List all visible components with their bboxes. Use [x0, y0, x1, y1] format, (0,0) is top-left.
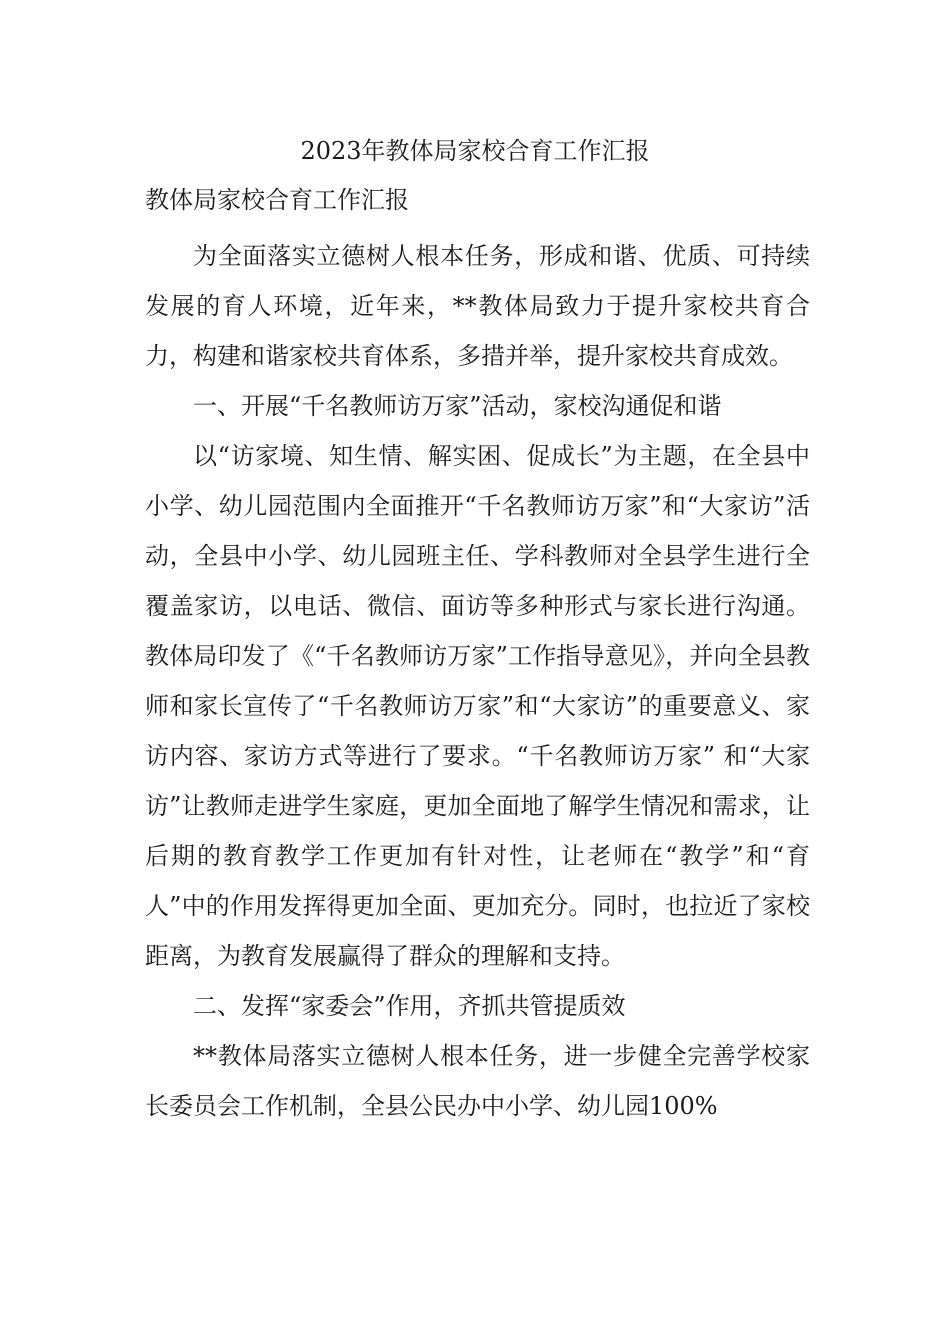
- paragraph-section-1: 以“访家境、知生情、解实困、促成长”为主题，在全县中小学、幼儿园范围内全面推开“千名教师访万家”和“大家访”活动，全县中小学、幼儿园班主任、学科教师对全县学生进行全覆盖家访，以电话、微信、面访等多种形式与家长进行沟通。教体局印发了《“千名教师访万家”工作指导意见》，并向全县教师和家长宣传了“千名教师访万家”和“大家访”的重要意义、家访内容、家访方式等进行了要求。“千名教师访万家” 和“大家访”让教师走进学生家庭，更加全面地了解学生情况和需求，让后期的教育教学工作更加有针对性，让老师在“教学”和“育人”中的作用发挥得更加全面、更加充分。同时，也拉近了家校距离，为教育发展赢得了群众的理解和支持。: [145, 442, 810, 970]
- section-heading-1: 一、开展“千名教师访万家”活动，家校沟通促和谐: [193, 392, 722, 420]
- paragraph-section-2: **教体局落实立德树人根本任务，进一步健全完善学校家长委员会工作机制，全县公民办中小学、幼儿园100%: [145, 1042, 810, 1120]
- document-body: [145, 231, 810, 1131]
- paragraph-intro: 为全面落实立德树人根本任务，形成和谐、优质、可持续发展的育人环境，近年来，**教体局致力于提升家校共育合力，构建和谐家校共育体系，多措并举，提升家校共育成效。: [145, 242, 810, 370]
- document-title: 2023年教体局家校合育工作汇报: [300, 137, 650, 165]
- section-heading-2: 二、发挥“家委会”作用，齐抓共管提质效: [193, 992, 626, 1020]
- document-subtitle: 教体局家校合育工作汇报: [145, 186, 409, 214]
